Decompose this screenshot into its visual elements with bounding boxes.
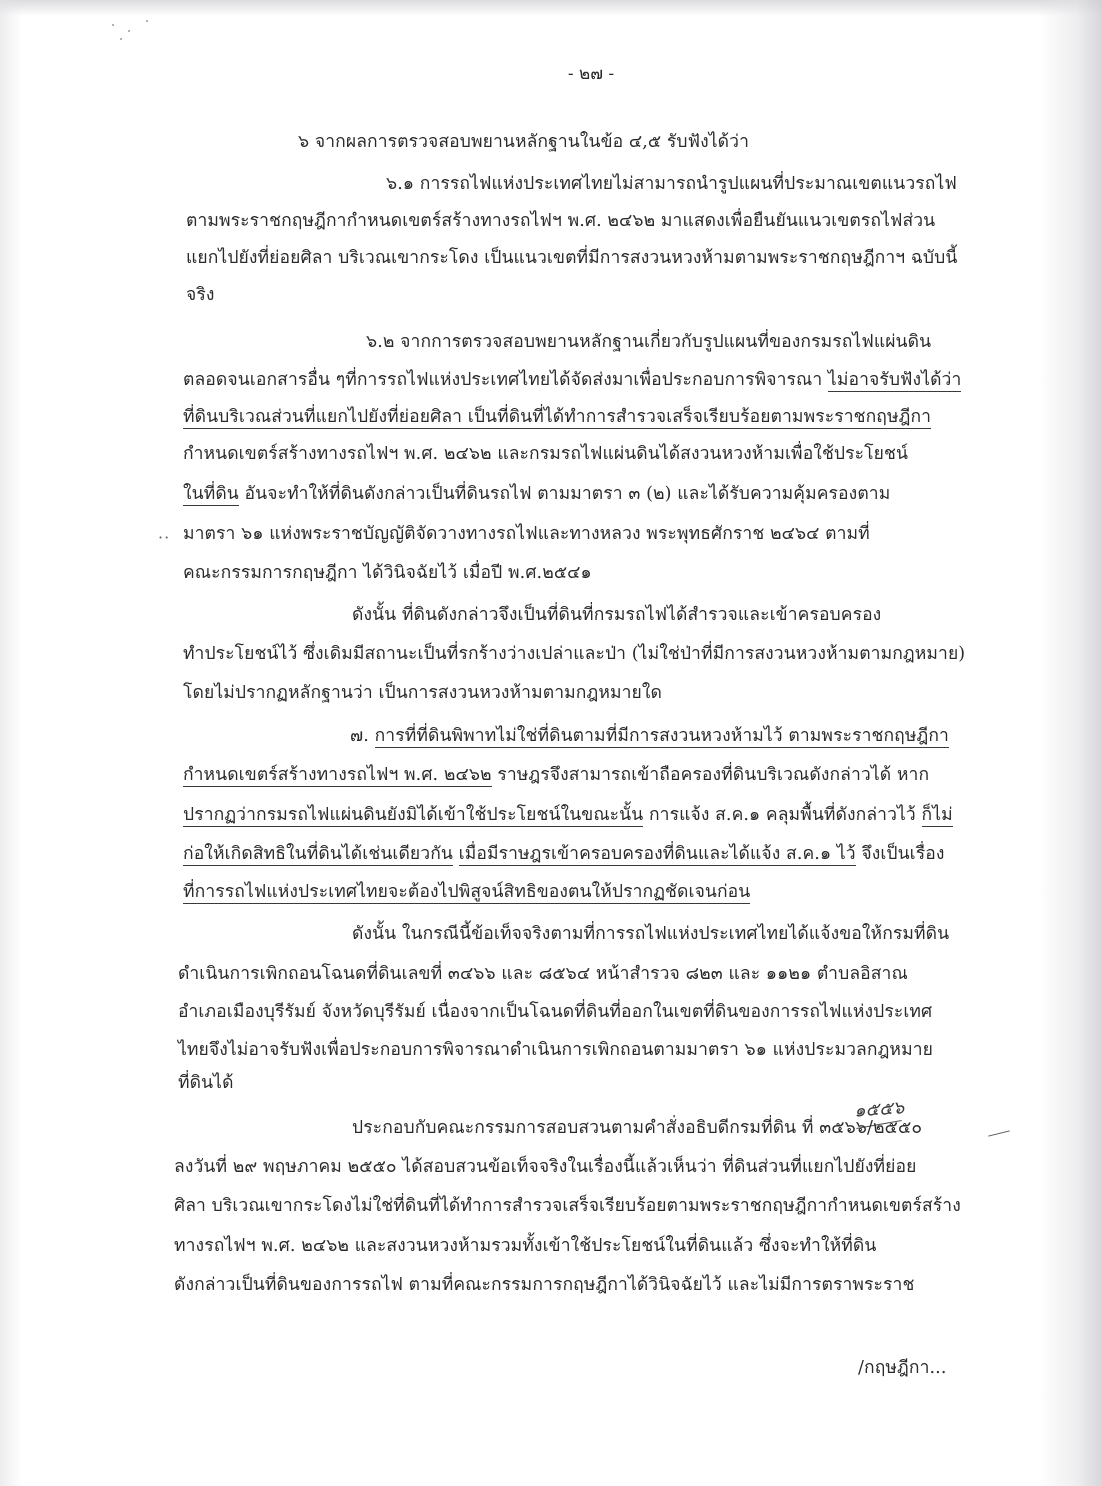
section-6-2-line: กำหนดเขตร์สร้างทางรถไฟฯ พ.ศ. ๒๔๖๒ และกรมรถไฟแผ่นดินได้สงวนหวงห้ามเพื่อใช้ประโยชน์	[183, 444, 909, 464]
section-7-line	[183, 803, 953, 827]
page-continuation: /กฤษฎีกา...	[858, 1358, 947, 1378]
underlined-finding: การที่ที่ดินพิพาทไม่ใช่ที่ดินตามที่มีการสงวนหวงห้ามไว้ ตามพระราชกฤษฎีกา	[374, 726, 949, 746]
section-6-2-text: อันจะทำให้ที่ดินดังกล่าวเป็นที่ดินรถไฟ ตามมาตรา ๓ (๒) และได้รับความคุ้มครองตาม	[238, 484, 891, 504]
underlined-finding: กำหนดเขตร์สร้างทางรถไฟฯ พ.ศ. ๒๔๖๒	[183, 765, 492, 785]
therefore-paragraph-line: โดยไม่ปรากฏหลักฐานว่า เป็นการสงวนหวงห้ามตามกฎหมายใด	[183, 683, 662, 703]
therefore-paragraph-line: ดังนั้น ในกรณีนี้ข้อเท็จจริงตามที่การรถไฟแห่งประเทศไทยได้แจ้งขอให้กรมที่ดิน	[352, 924, 950, 944]
committee-paragraph-line: ศิลา บริเวณเขากระโดงไม่ใช่ที่ดินที่ได้ทำการสำรวจเสร็จเรียบร้อยตามพระราชกฤษฎีกากำหนดเขตร์สร้าง	[174, 1196, 961, 1216]
section-6-2-line: มาตรา ๖๑ แห่งพระราชบัญญัติจัดวางทางรถไฟและทางหลวง พระพุทธศักราช ๒๔๖๔ ตามที่	[183, 524, 870, 544]
section-6-1-line: ตามพระราชกฤษฎีกากำหนดเขตร์สร้างทางรถไฟฯ พ.ศ. ๒๔๖๒ มาแสดงเพื่อยืนยันแนวเขตรถไฟส่วน	[186, 211, 936, 231]
underlined-finding: ที่การรถไฟแห่งประเทศไทยจะต้องไปพิสูจน์สิทธิของตนให้ปรากฏชัดเจนก่อน	[183, 882, 751, 902]
committee-paragraph-line: ลงวันที่ ๒๙ พฤษภาคม ๒๕๕๐ ได้สอบสวนข้อเท็จจริงในเรื่องนี้แล้วเห็นว่า ที่ดินส่วนที่แยกไปยังที่ย่อย	[174, 1157, 917, 1177]
underlined-finding: ก็ไม่	[921, 805, 953, 825]
section-7-text	[453, 844, 459, 864]
committee-paragraph-line: ทางรถไฟฯ พ.ศ. ๒๔๖๒ และสงวนหวงห้ามรวมทั้งเข้าใช้ประโยชน์ในที่ดินแล้ว ซึ่งจะทำให้ที่ดิน	[174, 1236, 877, 1256]
margin-dot-mark: ··	[158, 528, 171, 547]
underlined-finding: ในที่ดิน	[183, 484, 239, 504]
scan-edge-top	[0, 0, 1102, 16]
therefore-paragraph-line: ดังนั้น ที่ดินดังกล่าวจึงเป็นที่ดินที่กรมรถไฟได้สำรวจและเข้าครอบครอง	[352, 605, 882, 625]
section-7-line	[183, 763, 929, 787]
section-6-1-line: ๖.๑ การรถไฟแห่งประเทศไทยไม่สามารถนำรูปแผนที่ประมาณเขตแนวรถไฟ	[386, 174, 957, 194]
underlined-finding: ก่อให้เกิดสิทธิในที่ดินได้เช่นเดียวกัน	[183, 844, 453, 864]
scan-speck	[112, 24, 114, 26]
therefore-paragraph-line: ทำประโยชน์ไว้ ซึ่งเดิมมีสถานะเป็นที่รกร้างว่างเปล่าและป่า (ไม่ใช่ป่าที่มีการสงวนหวงห้ามตามกฎหมาย)	[183, 644, 966, 664]
section-7-line	[350, 724, 949, 748]
scan-speck	[128, 30, 130, 32]
scan-edge-left	[0, 0, 22, 1486]
page-number: - ๒๗ -	[567, 64, 615, 84]
underlined-finding: ที่ดินบริเวณส่วนที่แยกไปยังที่ย่อยศิลา เป็นที่ดินที่ได้ทำการสำรวจเสร็จเรียบร้อยตามพระราชกฤษฎีกา	[183, 407, 932, 427]
underlined-finding: เมื่อมีราษฎรเข้าครอบครองที่ดินและได้แจ้ง ส.ค.๑ ไว้	[458, 844, 856, 864]
section-6-2-line	[183, 482, 890, 506]
therefore-paragraph-line: ไทยจึงไม่อาจรับฟังเพื่อประกอบการพิจารณาดำเนินการเพิกถอนตามมาตรา ๖๑ แห่งประมวลกฎหมาย	[178, 1040, 933, 1060]
section-6-2-line	[183, 405, 931, 429]
section-6-2-text: ตลอดจนเอกสารอื่น ๆที่การรถไฟแห่งประเทศไทยได้จัดส่งมาเพื่อประกอบการพิจารณา	[183, 370, 828, 390]
committee-paragraph-line: ประกอบกับคณะกรรมการสอบสวนตามคำสั่งอธิบดีกรมที่ดิน ที่ ๓๕๖๖/๒๕๕๐	[352, 1118, 923, 1138]
committee-paragraph-line: ดังกล่าวเป็นที่ดินของการรถไฟ ตามที่คณะกรรมการกฤษฎีกาได้วินิจฉัยไว้ และไม่มีการตราพระราช	[174, 1275, 915, 1295]
section-7-text: ราษฎรจึงสามารถเข้าถือครองที่ดินบริเวณดังกล่าวได้ หาก	[491, 765, 930, 785]
section-7-line	[183, 880, 750, 904]
section-6-intro: ๖ จากผลการตรวจสอบพยานหลักฐานในข้อ ๔,๕ รับฟังได้ว่า	[298, 132, 749, 152]
section-6-2-line: คณะกรรมการกฤษฎีกา ได้วินิจฉัยไว้ เมื่อปี พ.ศ.๒๕๔๑	[183, 563, 592, 583]
section-7-number: ๗.	[350, 726, 375, 746]
section-7-text: จึงเป็นเรื่อง	[855, 844, 945, 864]
handwritten-correction: ๑๕๕๖	[853, 1097, 905, 1122]
section-6-2-line: ๖.๒ จากการตรวจสอบพยานหลักฐานเกี่ยวกับรูปแผนที่ของกรมรถไฟแผ่นดิน	[366, 332, 932, 352]
margin-pen-mark	[988, 1130, 1010, 1136]
underlined-finding: ปรากฏว่ากรมรถไฟแผ่นดินยังมิได้เข้าใช้ประโยชน์ในขณะนั้น	[183, 805, 644, 825]
scan-edge-right	[1038, 0, 1102, 1486]
section-6-2-line	[183, 368, 961, 392]
scan-speck	[120, 38, 122, 40]
section-6-1-line: แยกไปยังที่ย่อยศิลา บริเวณเขากระโดง เป็นแนวเขตที่มีการสงวนหวงห้ามตามพระราชกฤษฎีกาฯ ฉบับนี้	[186, 248, 958, 268]
section-7-text: การแจ้ง ส.ค.๑ คลุมพื้นที่ดังกล่าวไว้	[643, 805, 922, 825]
underlined-finding: ไม่อาจรับฟังได้ว่า	[827, 370, 962, 390]
therefore-paragraph-line: อำเภอเมืองบุรีรัมย์ จังหวัดบุรีรัมย์ เนื่องจากเป็นโฉนดที่ดินที่ออกในเขตที่ดินของการรถไฟแห่งประเทศ	[178, 1002, 933, 1022]
therefore-paragraph-line: ที่ดินได้	[178, 1073, 234, 1093]
scan-speck	[146, 20, 148, 22]
section-7-line	[183, 842, 945, 866]
section-6-1-line: จริง	[186, 285, 215, 305]
therefore-paragraph-line: ดำเนินการเพิกถอนโฉนดที่ดินเลขที่ ๓๔๖๖ และ ๘๕๖๔ หน้าสำรวจ ๘๒๓ และ ๑๑๒๑ ตำบลอิสาณ	[178, 964, 908, 984]
